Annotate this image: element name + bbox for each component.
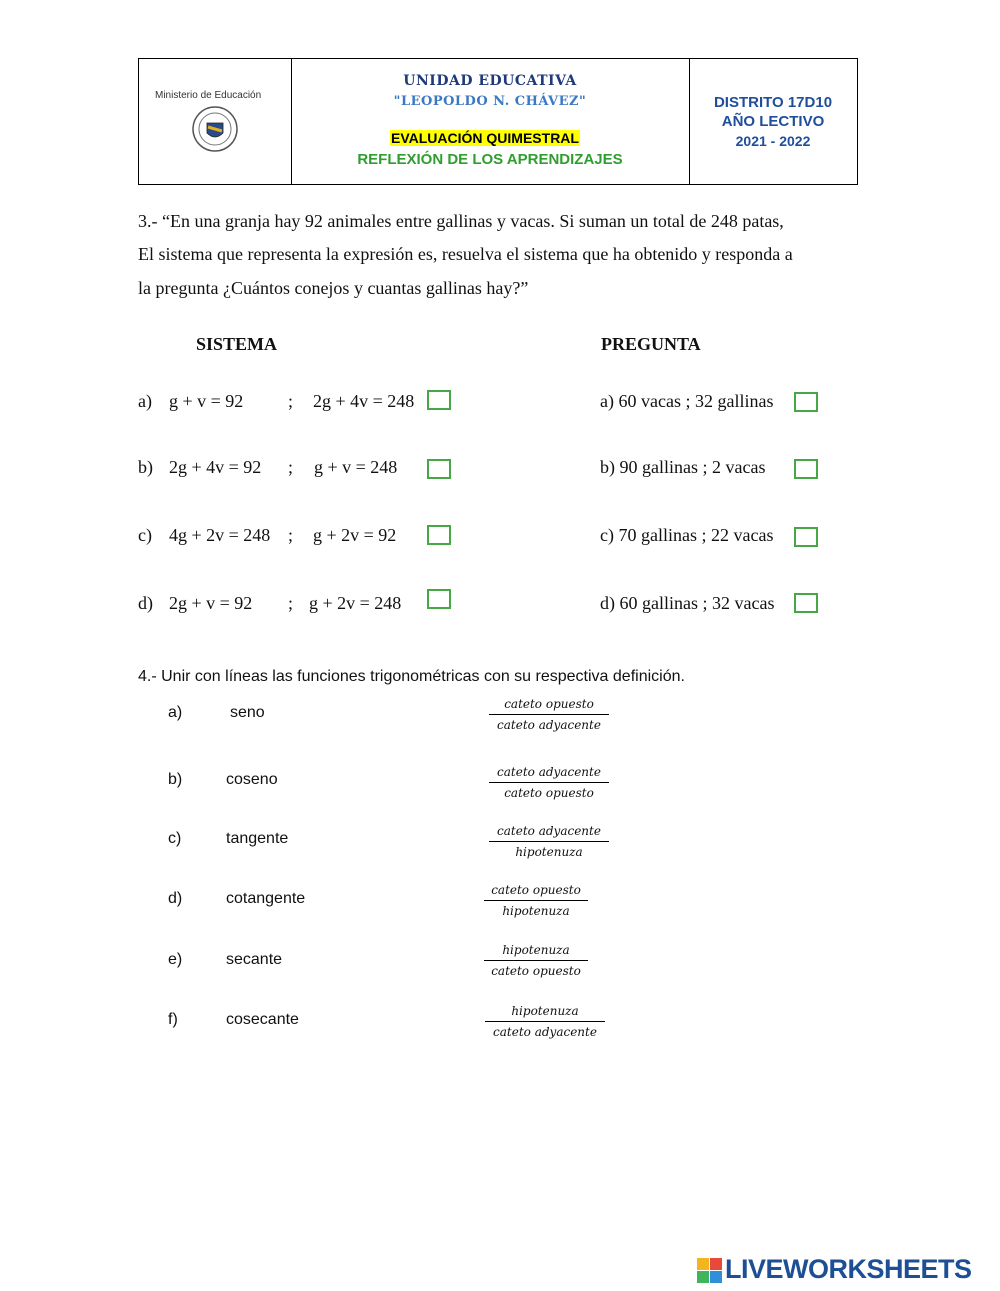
school-year: 2021 - 2022 [735,133,811,149]
function-letter: a) [168,704,183,721]
fraction-numerator: cateto opuesto [491,883,581,897]
fraction-numerator: hipotenuza [502,943,570,957]
option-separator: ; [288,391,294,411]
fraction-denominator: hipotenuza [502,904,570,918]
option-equation-1: 4g + 2v = 248 [169,525,271,545]
pregunta-text: b) 90 gallinas ; 2 vacas [600,457,766,477]
function-letter: d) [168,890,183,907]
q3-statement-line3: la pregunta ¿Cuántos conejos y cuantas gallinas hay?” [138,278,529,298]
header-title-cell [291,59,690,184]
definition-4[interactable] [472,882,600,919]
function-name: cosecante [226,1011,299,1028]
option-equation-1: g + v = 92 [169,391,244,411]
pregunta-d-checkbox[interactable] [794,593,818,613]
district-code: DISTRITO 17D10 [713,94,833,111]
fraction-numerator: cateto adyacente [497,765,601,779]
header-table [138,58,858,185]
q4-statement: 4.- Unir con líneas las funciones trigonométricas con su respectiva definición. [138,668,685,685]
header-logo-cell [139,59,292,184]
pregunta-header: PREGUNTA [601,334,701,354]
definition-2[interactable] [485,764,613,801]
logo-block-icon [710,1271,722,1283]
pregunta-c-checkbox[interactable] [794,527,818,547]
function-letter: c) [168,830,182,847]
fraction-bar [489,714,609,715]
sistema-header: SISTEMA [196,334,278,354]
fraction-numerator: cateto opuesto [504,697,594,711]
ministry-name: Ministerio de Educación [155,90,262,101]
fraction-bar [484,960,588,961]
fraction-denominator: cateto adyacente [497,718,601,732]
definition-6[interactable] [481,1003,609,1040]
function-letter: b) [168,771,183,788]
definition-5[interactable] [472,942,600,979]
school-name-line1: UNIDAD EDUCATIVA [403,73,577,89]
evaluation-title: EVALUACIÓN QUIMESTRAL [391,130,579,146]
fraction-denominator: cateto adyacente [493,1025,597,1039]
sistema-d-checkbox[interactable] [427,589,451,609]
pregunta-text: d) 60 gallinas ; 32 vacas [600,593,775,613]
pregunta-text: c) 70 gallinas ; 22 vacas [600,525,774,545]
reflection-title: REFLEXIÓN DE LOS APRENDIZAJES [357,151,623,168]
function-name: secante [226,951,283,968]
pregunta-b-checkbox[interactable] [794,459,818,479]
function-name: seno [230,704,265,721]
definition-1[interactable] [485,696,613,733]
function-letter: e) [168,951,183,968]
brand-name: LIVEWORKSHEETS [725,1254,972,1284]
option-equation-2: g + 2v = 92 [313,525,397,545]
school-seal-icon [191,105,239,153]
option-equation-2: 2g + 4v = 248 [313,391,415,411]
fraction-bar [489,841,609,842]
school-year-label: AÑO LECTIVO [721,113,825,130]
option-letter: b) [138,457,153,477]
sistema-b-checkbox[interactable] [427,459,451,479]
option-equation-2: g + 2v = 248 [309,593,402,613]
fraction-denominator: hipotenuza [515,845,583,859]
fraction-bar [489,782,609,783]
option-equation-2: g + v = 248 [314,457,398,477]
logo-block-icon [697,1271,709,1283]
fraction-numerator: cateto adyacente [497,824,601,838]
option-equation-1: 2g + v = 92 [169,593,253,613]
function-name: cotangente [226,890,306,907]
fraction-numerator: hipotenuza [511,1004,579,1018]
school-name-line2: "LEOPOLDO N. CHÁVEZ" [393,94,587,109]
fraction-bar [485,1021,605,1022]
fraction-denominator: cateto opuesto [504,786,594,800]
pregunta-a-checkbox[interactable] [794,392,818,412]
option-separator: ; [288,525,294,545]
logo-block-icon [710,1258,722,1270]
fraction-bar [484,900,588,901]
definition-3[interactable] [485,823,613,860]
function-letter: f) [168,1011,178,1028]
option-separator: ; [288,593,294,613]
option-equation-1: 2g + 4v = 92 [169,457,262,477]
function-name: tangente [226,830,289,847]
fraction-denominator: cateto opuesto [491,964,581,978]
option-separator: ; [288,457,294,477]
header-district-cell [689,59,857,184]
option-letter: d) [138,593,153,613]
option-letter: a) [138,391,152,411]
sistema-a-checkbox[interactable] [427,390,451,410]
q3-statement-line1: 3.- “En una granja hay 92 animales entre gallinas y vacas. Si suman un total de 248 patas, [138,211,784,231]
logo-block-icon [697,1258,709,1270]
sistema-c-checkbox[interactable] [427,525,451,545]
option-letter: c) [138,525,152,545]
pregunta-text: a) 60 vacas ; 32 gallinas [600,391,774,411]
function-name: coseno [226,771,278,788]
q3-statement-line2: El sistema que representa la expresión es, resuelva el sistema que ha obtenido y responda a [138,244,793,264]
